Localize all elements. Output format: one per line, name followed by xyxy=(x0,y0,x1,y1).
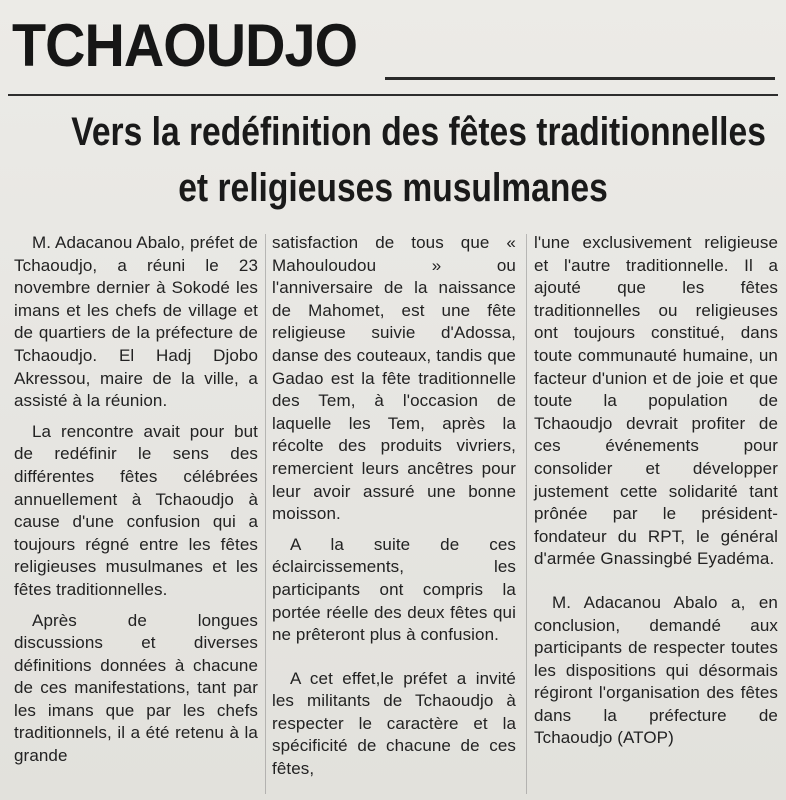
article-column-2 xyxy=(272,232,516,781)
article-body xyxy=(14,232,776,800)
paragraph: A la suite de ces éclaircissements, les participants ont compris la portée réelle des deux fêtes qui ne prêteront plus à confusion. xyxy=(272,534,516,645)
column-divider xyxy=(265,234,266,794)
paragraph: A cet effet,le préfet a invité les militants de Tchaoudjo à respecter le caractère et la spécificité de chacune de ces fêtes, xyxy=(272,668,516,779)
headline-line-1: Vers la redéfinition des fêtes traditionnelles xyxy=(71,110,766,154)
header-rule xyxy=(385,77,775,80)
headline-line-2: et religieuses musulmanes xyxy=(178,166,608,210)
paragraph: l'une exclusivement religieuse et l'autre traditionnelle. Il a ajouté que les fêtes traditionnelles ou religieuses ont toujours constitué, dans toute communauté humaine, un facteur d'union et de joie et que toute la population de Tchaoudjo devrait profiter de ces événements pour consolider et développer justement cette solidarité tant prônée par le président-fondateur du RPT, le général d'armée Gnassingbé Eyadéma. xyxy=(534,233,778,569)
section-title: TCHAOUDJO xyxy=(12,12,358,79)
section-header xyxy=(10,6,776,90)
paragraph: Après de longues discussions et diverses définitions données à chacune de ces manifestations, tant par les imans que par les chefs traditionnels, il a été retenu à la grande xyxy=(14,610,258,766)
article-headline xyxy=(10,104,776,216)
paragraph: satisfaction de tous que « Mahouloudou » ou l'anniversaire de la naissance de Mahomet, est une fête religieuse suivie d'Adossa, danse des couteaux, tandis que Gadao est la fête traditionnelle des Tem, à l'occasion de laquelle les Tem, après la récolte des produits vivriers, remercient leurs ancêtres pour leur avoir assuré une bonne moisson. xyxy=(272,233,516,524)
paragraph: M. Adacanou Abalo a, en conclusion, demandé aux participants de respecter toutes les dispositions qui désormais régiront l'organisation des fêtes dans la préfecture de Tchaoudjo (ATOP) xyxy=(534,592,778,748)
column-divider xyxy=(526,234,527,794)
paragraph: M. Adacanou Abalo, préfet de Tchaoudjo, a réuni le 23 novembre dernier à Sokodé les imans et les chefs de village et de quartiers de la préfecture de Tchaoudjo. El Hadj Djobo Akressou, maire de la ville, a assisté à la réunion. xyxy=(14,233,258,411)
header-divider xyxy=(8,94,778,96)
paragraph: La rencontre avait pour but de redéfinir le sens des différentes fêtes célébrées annuellement à Tchaoudjo à cause d'une confusion qui a toujours régné entre les fêtes religieuses musulmanes et les fêtes traditionnelles. xyxy=(14,421,258,599)
article-column-3 xyxy=(534,232,778,750)
article-column-1 xyxy=(14,232,258,768)
